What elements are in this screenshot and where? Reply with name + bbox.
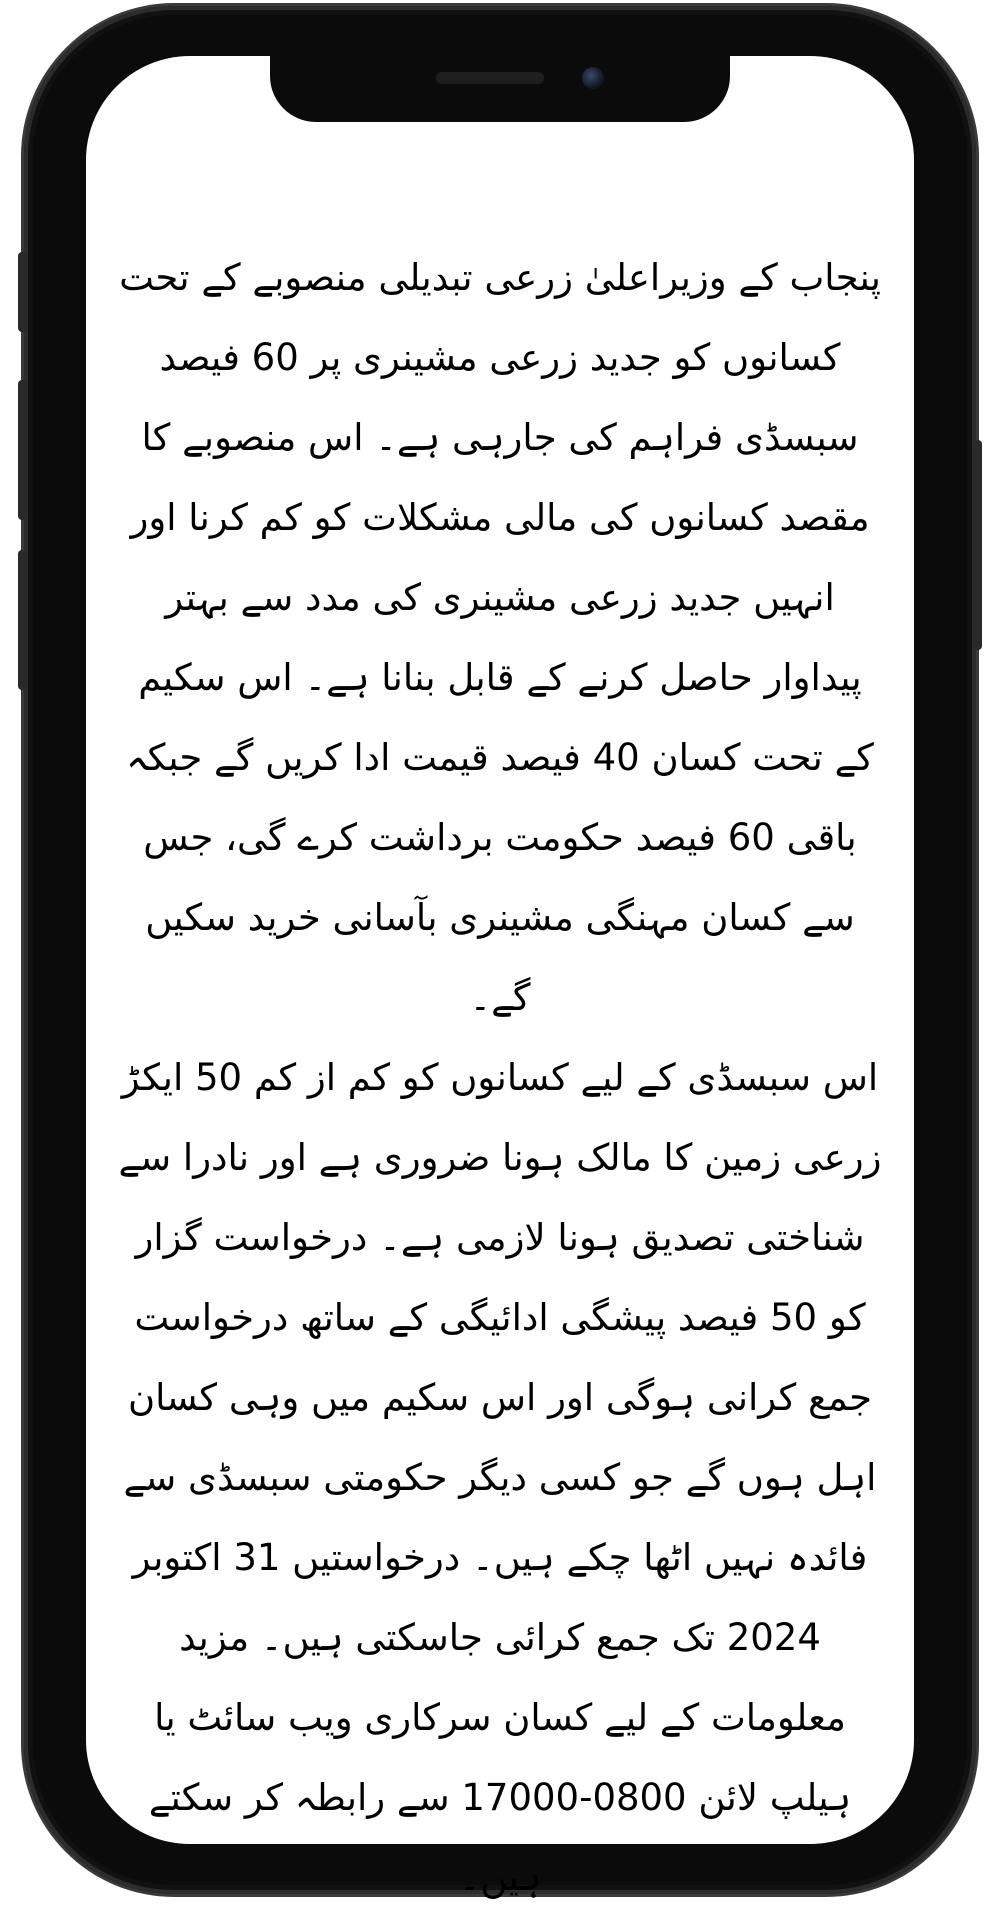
article-body — [116, 238, 884, 1918]
mute-switch — [18, 252, 28, 332]
volume-up-button — [18, 380, 28, 520]
power-button — [972, 440, 982, 650]
front-camera-icon — [582, 67, 604, 89]
speaker-grille — [436, 72, 544, 84]
article-paragraph-2: اس سبسڈی کے لیے کسانوں کو کم از کم 50 ایکڑ زرعی زمین کا مالک ہونا ضروری ہے اور نادرا سے شناختی تصدیق ہونا لازمی ہے۔ درخواست گزار کو 50 فیصد پیشگی ادائیگی کے ساتھ درخواست جمع کرانی ہوگی اور اس سکیم میں وہی کسان اہل ہوں گے جو کسی دیگر حکومتی سبسڈی سے فائدہ نہیں اٹھا چکے ہیں۔ درخواستیں 31 اکتوبر 2024 تک جمع کرائی جاسکتی ہیں۔ مزید معلومات کے لیے کسان سرکاری ویب سائٹ یا ہیلپ لائن 0800-17000 سے رابطہ کر سکتے ہیں۔ — [118, 1056, 882, 1899]
phone-screen[interactable] — [86, 56, 914, 1899]
article-paragraph-1: پنجاب کے وزیراعلیٰ زرعی تبدیلی منصوبے کے تحت کسانوں کو جدید زرعی مشینری پر 60 فیصد سبسڈی فراہم کی جارہی ہے۔ اس منصوبے کا مقصد کسانوں کی مالی مشکلات کو کم کرنا اور انہیں جدید زرعی مشینری کی مدد سے بہتر پیداوار حاصل کرنے کے قابل بنانا ہے۔ اس سکیم کے تحت کسان 40 فیصد قیمت ادا کریں گے جبکہ باقی 60 فیصد حکومت برداشت کرے گی، جس سے کسان مہنگی مشینری بآسانی خرید سکیں گے۔ — [119, 256, 881, 1019]
notch — [270, 56, 730, 122]
volume-down-button — [18, 550, 28, 690]
